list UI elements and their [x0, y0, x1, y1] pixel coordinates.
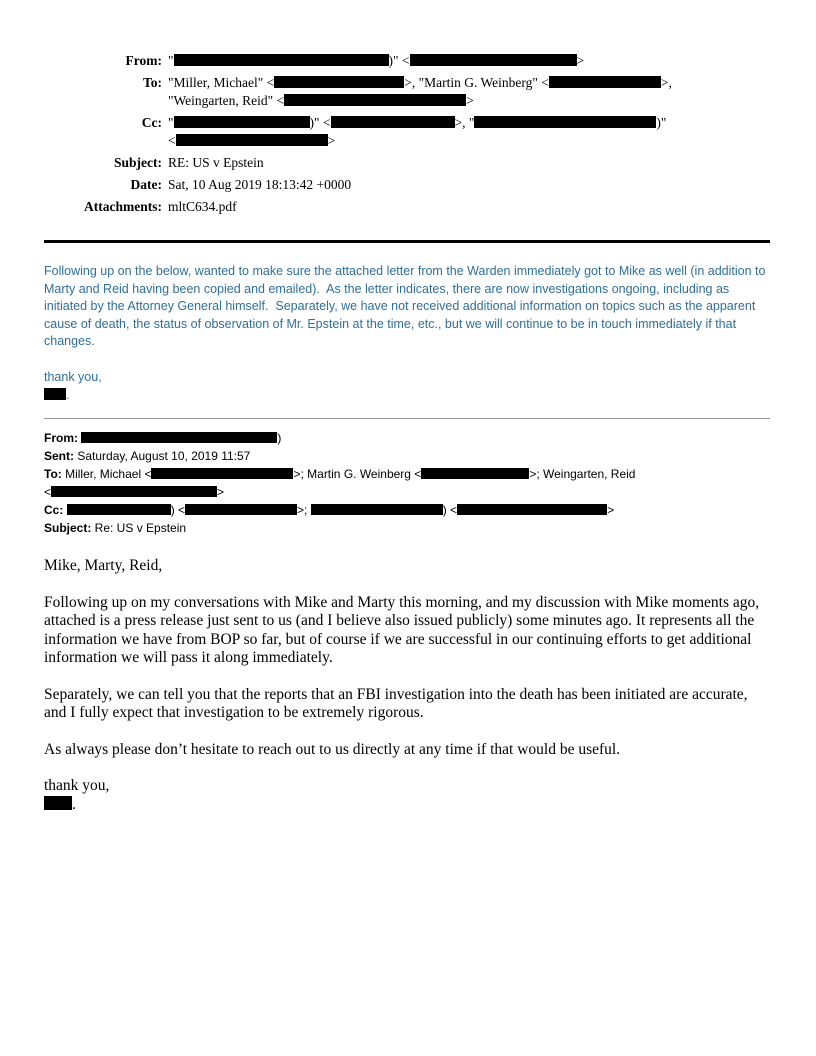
- quoted-header-row-from: [44, 429, 770, 447]
- redaction-bar: [284, 94, 466, 106]
- quoted-message-divider: [44, 418, 770, 419]
- redaction-bar: [67, 504, 171, 515]
- reply-signoff: thank you,: [44, 369, 102, 384]
- redaction-bar: [311, 504, 443, 515]
- redaction-bar: [410, 54, 577, 66]
- cc-label: Cc:: [141, 115, 162, 130]
- header-row-attachments: [44, 198, 770, 216]
- redaction-bar: [44, 388, 66, 399]
- redaction-bar: [421, 468, 529, 479]
- subject-label: Subject:: [114, 155, 162, 170]
- header-separator-rule: [44, 240, 770, 243]
- redaction-bar: [81, 432, 277, 443]
- greeting-line: Mike, Marty, Reid,: [44, 557, 163, 575]
- redaction-bar: [549, 76, 661, 88]
- quoted-header-row-to: [44, 465, 770, 501]
- to-value: "Miller, Michael" < >, "Martin G. Weinberg" < >, "Weingarten, Reid" < >: [168, 75, 672, 108]
- quoted-header-row-subject: [44, 519, 770, 537]
- redaction-bar: [51, 486, 217, 497]
- cc-value: " )" < >, " )" < >: [168, 115, 667, 148]
- email-header: [44, 52, 770, 216]
- redaction-bar: [274, 76, 404, 88]
- from-label: From:: [125, 53, 162, 68]
- quoted-subject-value: Re: US v Epstein: [91, 521, 187, 536]
- quoted-cc-label: Cc:: [44, 503, 64, 518]
- redaction-bar: [457, 504, 607, 515]
- quoted-header-row-sent: [44, 447, 770, 465]
- redaction-bar: [176, 134, 328, 146]
- redaction-bar: [331, 116, 455, 128]
- reply-paragraph: Following up on the below, wanted to make sure the attached letter from the Warden immediately got to Mike as well (in addition to Marty and Reid having been copied and emailed). As the letter indicates, there are now investigations ongoing, including as initiated by the Attorney General himself. Separately, we have not received additional information on topics such as the apparent cause of death, the status of observation of Mr. Epstein at the time, etc., but we will continue to be in touch immediately if that changes.: [44, 264, 769, 349]
- attachments-label: Attachments:: [84, 199, 162, 214]
- subject-value: RE: US v Epstein: [168, 155, 264, 170]
- quoted-header-row-cc: [44, 501, 770, 519]
- header-row-date: [44, 176, 770, 194]
- redaction-bar: [44, 796, 72, 810]
- quoted-header: [44, 429, 770, 537]
- redaction-bar: [474, 116, 656, 128]
- to-label: To:: [142, 75, 162, 90]
- body-paragraph-2: Separately, we can tell you that the reports that an FBI investigation into the death has been initiated are accurate, and I fully expect that investigation to be extremely rigorous.: [44, 685, 748, 722]
- quoted-to-label: To:: [44, 467, 62, 482]
- quoted-subject-label: Subject:: [44, 521, 92, 536]
- quoted-from-value: ): [78, 431, 281, 445]
- body-signoff: thank you,: [44, 777, 110, 795]
- attachment-name: mltC634.pdf: [168, 199, 237, 214]
- body-paragraph-1: Following up on my conversations with Mike and Marty this morning, and my discussion with Mike moments ago, attached is a press release just sent to us (and I believe also issued publicly) some minutes ago. It represents all the information we have from BOP so far, but of course if we are successful in our continuing efforts to get additional information we will pass it along immediately.: [44, 593, 760, 667]
- from-value: " )" < >: [168, 53, 585, 68]
- redaction-bar: [151, 468, 293, 479]
- body-paragraph-3: As always please don’t hesitate to reach out to us directly at any time if that would be useful.: [44, 740, 621, 758]
- quoted-sent-value: Saturday, August 10, 2019 11:57: [74, 449, 251, 464]
- original-message-body: [44, 557, 770, 814]
- header-row-to: [44, 74, 770, 110]
- header-row-cc: [44, 114, 770, 150]
- quoted-sent-label: Sent:: [44, 449, 74, 464]
- redaction-bar: [185, 504, 297, 515]
- date-label: Date:: [130, 177, 162, 192]
- quoted-from-label: From:: [44, 431, 78, 446]
- quoted-cc-value: ) < >; ) < >: [63, 503, 614, 517]
- date-value: Sat, 10 Aug 2019 18:13:42 +0000: [168, 177, 352, 192]
- body-signature: .: [44, 796, 770, 815]
- reply-message: [44, 263, 770, 404]
- header-row-subject: [44, 154, 770, 172]
- quoted-to-value: Miller, Michael < >; Martin G. Weinberg < >; Weingarten, Reid < >: [44, 467, 636, 500]
- redaction-bar: [174, 116, 310, 128]
- header-row-from: [44, 52, 770, 70]
- redaction-bar: [174, 54, 389, 66]
- reply-signature: .: [44, 387, 770, 405]
